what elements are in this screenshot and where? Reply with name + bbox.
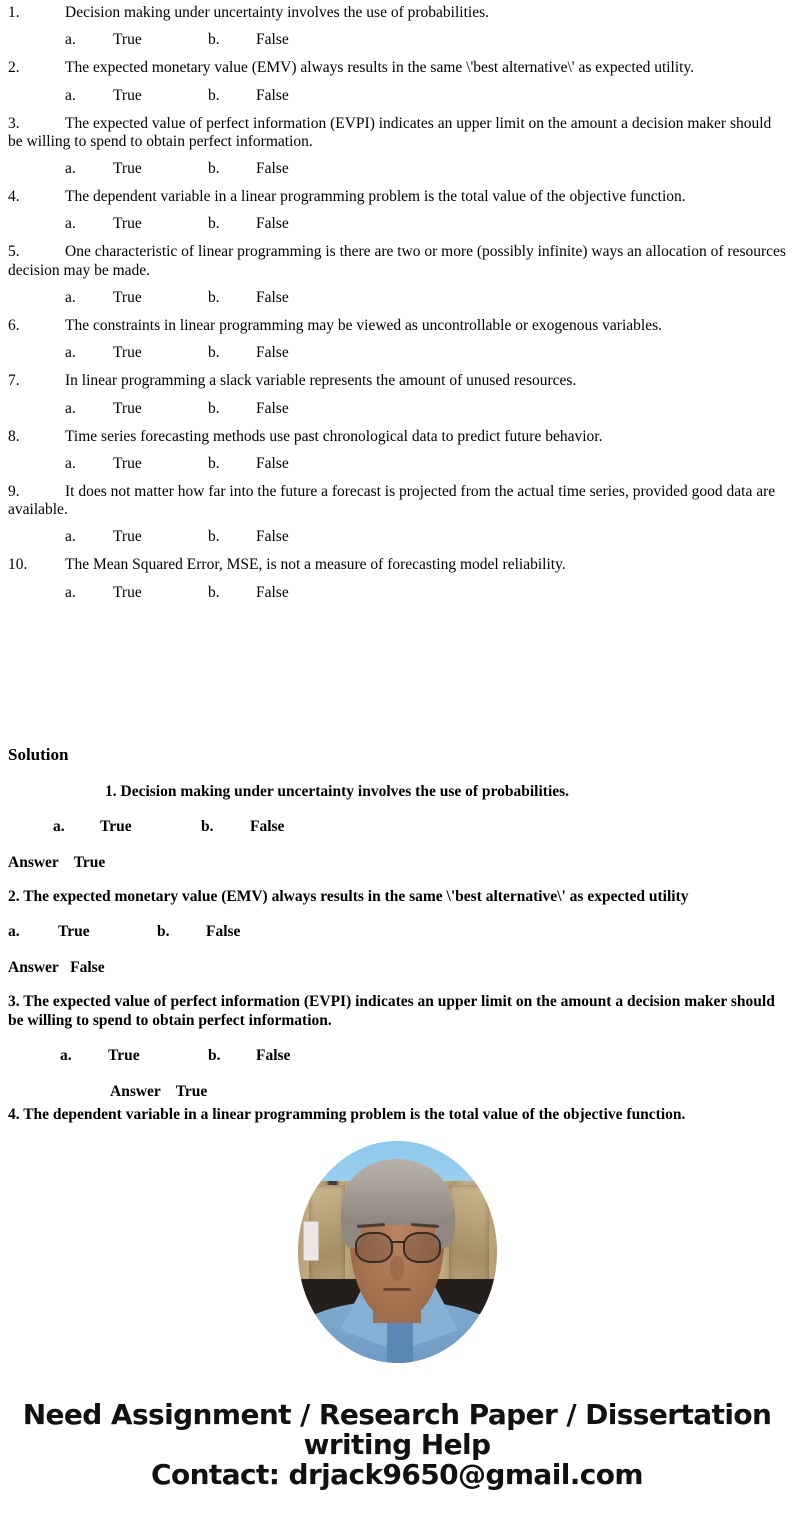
question-text: The expected monetary value (EMV) always results in the same \'best alternative\' as expected utility. <box>65 59 695 77</box>
option-b-label[interactable]: False <box>256 344 289 362</box>
question-text: The Mean Squared Error, MSE, is not a measure of forecasting model reliability. <box>65 556 566 574</box>
solution-answer: Answer False <box>8 958 105 976</box>
option-a-letter[interactable]: a. <box>65 399 76 417</box>
option-a-letter[interactable]: a. <box>65 344 76 362</box>
option-a-label[interactable]: True <box>113 215 142 233</box>
option-b-label[interactable]: False <box>256 160 289 178</box>
quiz-section <box>0 0 794 612</box>
option-b-label[interactable]: False <box>256 583 289 601</box>
option-a-label[interactable]: True <box>58 922 90 940</box>
photo-nose <box>390 1256 404 1280</box>
question-row <box>8 428 786 446</box>
question-number: 10. <box>8 556 28 574</box>
option-b-letter[interactable]: b. <box>208 454 220 472</box>
answer-options <box>8 289 786 308</box>
question-row <box>8 4 786 22</box>
option-b-letter[interactable]: b. <box>208 31 220 49</box>
photo-tie <box>387 1319 413 1363</box>
photo-mouth <box>383 1288 411 1291</box>
answer-options <box>8 584 786 603</box>
option-b-letter[interactable]: b. <box>208 583 220 601</box>
option-b-letter[interactable]: b. <box>208 344 220 362</box>
avatar-container <box>0 1141 794 1363</box>
option-b-letter[interactable]: b. <box>208 215 220 233</box>
solution-question: 4. The dependent variable in a linear programming problem is the total value of the objective function. <box>8 1106 686 1123</box>
option-a-letter[interactable]: a. <box>65 160 76 178</box>
option-b-label[interactable]: False <box>256 288 289 306</box>
photo-eyeglass-bridge <box>390 1241 404 1243</box>
question-row <box>8 317 786 335</box>
option-a-letter[interactable]: a. <box>60 1046 72 1064</box>
question-row <box>8 556 786 574</box>
option-a-letter[interactable]: a. <box>8 922 20 940</box>
option-b-label[interactable]: False <box>256 454 289 472</box>
question-number: 8. <box>8 427 20 445</box>
option-a-letter[interactable]: a. <box>65 215 76 233</box>
question-row <box>8 372 786 390</box>
question-row <box>8 483 786 520</box>
answer-options <box>8 160 786 179</box>
option-a-letter[interactable]: a. <box>65 454 76 472</box>
question-text: The constraints in linear programming may be viewed as uncontrollable or exogenous variables. <box>65 316 662 334</box>
solution-answer: Answer True <box>110 1082 208 1100</box>
question-row <box>8 188 786 206</box>
question-number: 5. <box>8 243 20 261</box>
option-a-letter[interactable]: a. <box>65 288 76 306</box>
option-b-label[interactable]: False <box>256 86 289 104</box>
question-text: The dependent variable in a linear programming problem is the total value of the objective function. <box>65 188 686 206</box>
question-number: 9. <box>8 482 20 500</box>
question-row <box>8 243 786 280</box>
option-a-label[interactable]: True <box>113 528 142 546</box>
question-text: It does not matter how far into the future a forecast is projected from the actual time series, provided good data are available. <box>8 482 776 519</box>
option-a-letter[interactable]: a. <box>65 86 76 104</box>
answer-options <box>8 528 786 547</box>
option-a-letter[interactable]: a. <box>53 817 65 835</box>
solution-section <box>0 783 794 1117</box>
question-number: 4. <box>8 188 20 206</box>
option-b-letter[interactable]: b. <box>208 160 220 178</box>
solution-question: 2. The expected monetary value (EMV) always results in the same \'best alternative\' as expected utility <box>8 888 689 906</box>
question-text: In linear programming a slack variable represents the amount of unused resources. <box>65 372 577 390</box>
option-b-letter[interactable]: b. <box>208 528 220 546</box>
question-number: 6. <box>8 316 20 334</box>
question-text: The expected value of perfect information (EVPI) indicates an upper limit on the amount a decision maker should be willing to spend to obtain perfect information. <box>8 114 772 150</box>
option-b-label[interactable]: False <box>256 528 289 546</box>
question-text: Decision making under uncertainty involves the use of probabilities. <box>65 4 489 21</box>
answer-options <box>8 455 786 474</box>
answer-options <box>8 87 786 106</box>
promo-line-2: writing Help <box>303 1428 491 1462</box>
photo-light-switch <box>303 1221 319 1261</box>
option-b-letter[interactable]: b. <box>157 922 170 940</box>
option-a-letter[interactable]: a. <box>65 583 76 601</box>
solution-options <box>8 818 786 838</box>
question-number: 2. <box>8 59 20 77</box>
solution-question-clipped <box>0 1106 794 1123</box>
promo-line-3: Contact: drjack9650@gmail.com <box>151 1458 643 1492</box>
photo-eyeglass-left <box>355 1232 393 1263</box>
option-a-label[interactable]: True <box>113 344 142 362</box>
option-b-label[interactable]: False <box>256 1046 291 1064</box>
answer-options <box>8 400 786 419</box>
option-a-letter[interactable]: a. <box>65 31 76 49</box>
question-number: 7. <box>8 372 20 390</box>
promo-footer <box>0 1400 794 1491</box>
option-a-label[interactable]: True <box>100 817 132 835</box>
promo-line-1: Need Assignment / Research Paper / Dissertation <box>22 1398 772 1431</box>
question-text: One characteristic of linear programming is there are two or more (possibly infinite) ways an allocation of resources decision may be made. <box>8 243 786 279</box>
option-b-letter[interactable]: b. <box>208 288 220 306</box>
option-b-letter[interactable]: b. <box>208 399 220 417</box>
solution-question: 3. The expected value of perfect information (EVPI) indicates an upper limit on the amount a decision maker should be willing to spend to obtain perfect information. <box>8 993 775 1029</box>
question-text: Time series forecasting methods use past chronological data to predict future behavior. <box>65 427 603 445</box>
answer-options <box>8 215 786 234</box>
option-b-label[interactable]: False <box>206 922 241 940</box>
question-row <box>8 115 786 152</box>
solution-heading: Solution <box>8 745 69 764</box>
option-b-label[interactable]: False <box>256 399 289 417</box>
solution-options <box>8 923 786 943</box>
question-row <box>8 59 786 77</box>
option-a-label[interactable]: True <box>113 160 142 178</box>
option-a-label[interactable]: True <box>113 583 142 601</box>
question-number: 3. <box>8 114 20 132</box>
solution-answer: Answer True <box>8 853 106 871</box>
option-a-label[interactable]: True <box>113 31 142 49</box>
option-a-label[interactable]: True <box>113 288 142 306</box>
question-number: 1. <box>8 4 20 21</box>
solution-options <box>8 1047 786 1067</box>
answer-options <box>8 344 786 363</box>
avatar <box>298 1141 497 1363</box>
option-b-label[interactable]: False <box>250 817 285 835</box>
option-b-label[interactable]: False <box>256 215 289 233</box>
option-a-label[interactable]: True <box>113 86 142 104</box>
solution-question: 1. Decision making under uncertainty involves the use of probabilities. <box>105 783 570 800</box>
option-b-letter[interactable]: b. <box>201 817 214 835</box>
option-a-letter[interactable]: a. <box>65 528 76 546</box>
option-b-label[interactable]: False <box>256 31 289 49</box>
option-b-letter[interactable]: b. <box>208 86 220 104</box>
photo-eyeglass-right <box>403 1232 441 1263</box>
option-a-label[interactable]: True <box>113 399 142 417</box>
option-a-label[interactable]: True <box>108 1046 140 1064</box>
option-a-label[interactable]: True <box>113 454 142 472</box>
answer-options <box>8 31 786 50</box>
option-b-letter[interactable]: b. <box>208 1046 221 1064</box>
